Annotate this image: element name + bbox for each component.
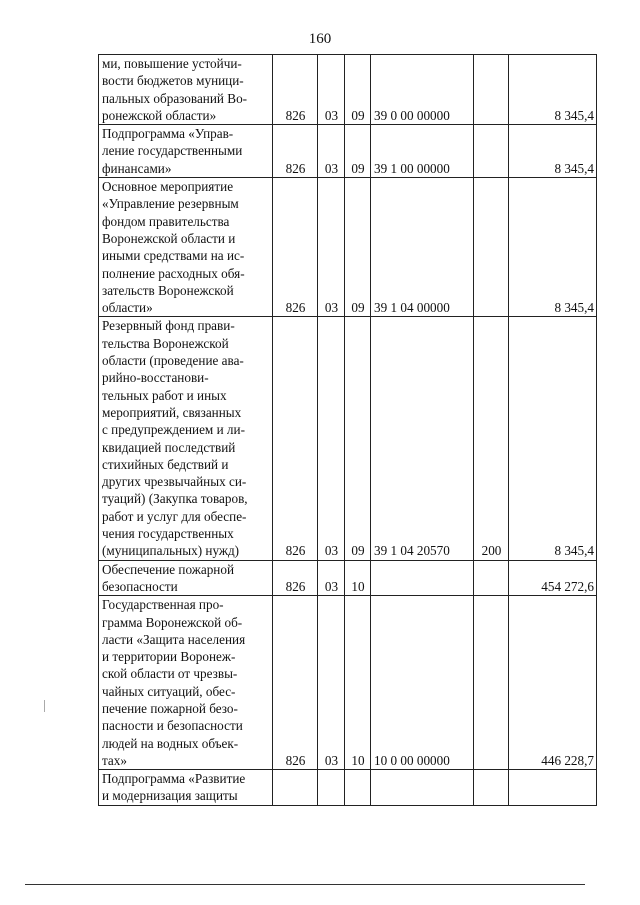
section-code: 03: [318, 125, 345, 178]
target-article-code: 39 1 04 00000: [371, 178, 474, 317]
subsection-code: 10: [345, 596, 371, 770]
amount: 454 272,6: [509, 560, 597, 596]
row-name: Подпрограмма «Развитие и модернизация защиты: [99, 770, 273, 806]
expense-type-code: [474, 178, 509, 317]
table-row: [99, 125, 597, 178]
subsection-code: 09: [345, 125, 371, 178]
amount: 8 345,4: [509, 317, 597, 560]
expense-type-code: [474, 125, 509, 178]
amount: 446 228,7: [509, 596, 597, 770]
section-code: 03: [318, 178, 345, 317]
ministry-code: [273, 770, 318, 806]
target-article-code: [371, 560, 474, 596]
subsection-code: 09: [345, 55, 371, 125]
ministry-code: 826: [273, 317, 318, 560]
ministry-code: 826: [273, 125, 318, 178]
footer-rule: [25, 884, 585, 885]
section-code: 03: [318, 317, 345, 560]
row-name: Государственная про- грамма Воронежской об- ласти «Защита населения и территории Воронеж- ской области от чрезвы- чайных ситуаций, обес- печение пожарной безо- пасности и безопасности людей на водных объек- тах»: [99, 596, 273, 770]
row-name: Основное мероприятие «Управление резервным фондом правительства Воронежской области и иными средствами на ис- полнение расходных обя- зательств Воронежской области»: [99, 178, 273, 317]
table-row: [99, 560, 597, 596]
section-code: [318, 770, 345, 806]
section-code: 03: [318, 560, 345, 596]
expense-type-code: [474, 55, 509, 125]
ministry-code: 826: [273, 55, 318, 125]
table-row: [99, 55, 597, 125]
amount: 8 345,4: [509, 178, 597, 317]
ministry-code: 826: [273, 560, 318, 596]
amount: 8 345,4: [509, 55, 597, 125]
row-name: Подпрограмма «Управ- ление государственными финансами»: [99, 125, 273, 178]
page-number: 160: [308, 31, 332, 47]
budget-table: [98, 54, 597, 806]
row-name: ми, повышение устойчи- вости бюджетов муници- пальных образований Во- ронежской области»: [99, 55, 273, 125]
table-row: [99, 317, 597, 560]
amount: 8 345,4: [509, 125, 597, 178]
subsection-code: 09: [345, 317, 371, 560]
table-row: [99, 770, 597, 806]
expense-type-code: 200: [474, 317, 509, 560]
target-article-code: 39 1 04 20570: [371, 317, 474, 560]
section-code: 03: [318, 596, 345, 770]
row-name: Резервный фонд прави- тельства Воронежской области (проведение ава- рийно-восстанови- тельных работ и иных мероприятий, связанных с предупреждением и ли- квидацией последствий стихийных бедствий и других чрезвычайных си- туаций) (Закупка товаров, работ и услуг для обеспе- чения государственных (муниципальных) нужд): [99, 317, 273, 560]
target-article-code: 39 0 00 00000: [371, 55, 474, 125]
expense-type-code: [474, 770, 509, 806]
target-article-code: [371, 770, 474, 806]
margin-mark: [44, 700, 45, 712]
ministry-code: 826: [273, 178, 318, 317]
expense-type-code: [474, 560, 509, 596]
row-name: Обеспечение пожарной безопасности: [99, 560, 273, 596]
subsection-code: [345, 770, 371, 806]
amount: [509, 770, 597, 806]
target-article-code: 10 0 00 00000: [371, 596, 474, 770]
section-code: 03: [318, 55, 345, 125]
table-row: [99, 178, 597, 317]
ministry-code: 826: [273, 596, 318, 770]
subsection-code: 10: [345, 560, 371, 596]
expense-type-code: [474, 596, 509, 770]
target-article-code: 39 1 00 00000: [371, 125, 474, 178]
table-row: [99, 596, 597, 770]
subsection-code: 09: [345, 178, 371, 317]
